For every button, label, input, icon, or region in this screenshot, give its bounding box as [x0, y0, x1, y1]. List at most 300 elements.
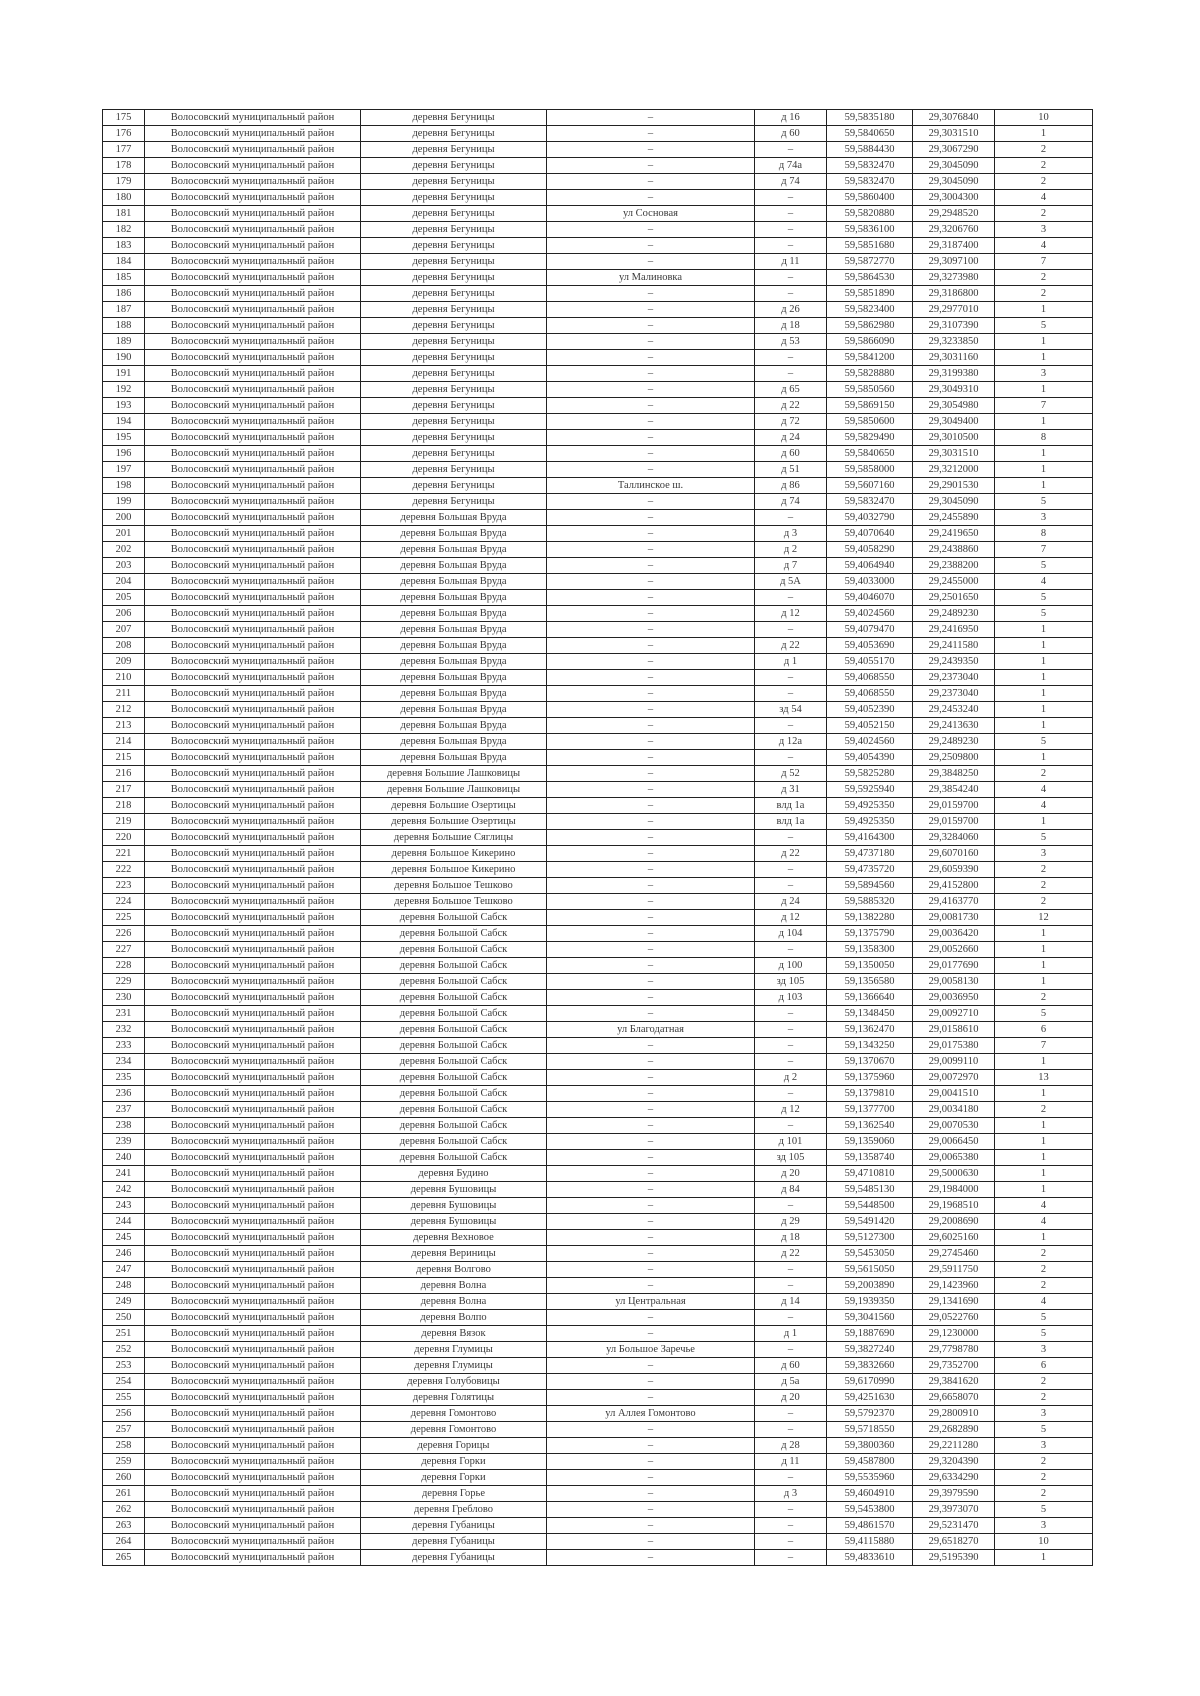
longitude-cell: 29,3010500 [913, 430, 995, 446]
settlement-cell: деревня Большое Тешково [361, 878, 547, 894]
longitude-cell: 29,3004300 [913, 190, 995, 206]
longitude-cell: 29,6658070 [913, 1390, 995, 1406]
district-cell: Волосовский муниципальный район [145, 1550, 361, 1566]
latitude-cell: 59,5840650 [827, 446, 913, 462]
house-cell: – [755, 1422, 827, 1438]
row-number-cell: 195 [103, 430, 145, 446]
longitude-cell: 29,4163770 [913, 894, 995, 910]
longitude-cell: 29,3199380 [913, 366, 995, 382]
district-cell: Волосовский муниципальный район [145, 1150, 361, 1166]
latitude-cell: 59,5858000 [827, 462, 913, 478]
district-cell: Волосовский муниципальный район [145, 574, 361, 590]
latitude-cell: 59,2003890 [827, 1278, 913, 1294]
table-row [103, 430, 1093, 446]
table-row [103, 1518, 1093, 1534]
house-cell: – [755, 830, 827, 846]
table-row [103, 398, 1093, 414]
count-cell: 5 [995, 494, 1093, 510]
house-cell: д 101 [755, 1134, 827, 1150]
settlement-cell: деревня Бегуницы [361, 238, 547, 254]
district-cell: Волосовский муниципальный район [145, 750, 361, 766]
latitude-cell: 59,5127300 [827, 1230, 913, 1246]
latitude-cell: 59,1375790 [827, 926, 913, 942]
longitude-cell: 29,3045090 [913, 494, 995, 510]
latitude-cell: 59,5850560 [827, 382, 913, 398]
settlement-cell: деревня Большой Сабск [361, 1006, 547, 1022]
house-cell: – [755, 686, 827, 702]
row-number-cell: 260 [103, 1470, 145, 1486]
latitude-cell: 59,1358740 [827, 1150, 913, 1166]
longitude-cell: 29,0052660 [913, 942, 995, 958]
longitude-cell: 29,2509800 [913, 750, 995, 766]
settlement-cell: деревня Бегуницы [361, 494, 547, 510]
house-cell: – [755, 878, 827, 894]
settlement-cell: деревня Голятицы [361, 1390, 547, 1406]
house-cell: д 3 [755, 1486, 827, 1502]
street-cell: – [547, 302, 755, 318]
district-cell: Волосовский муниципальный район [145, 542, 361, 558]
count-cell: 3 [995, 222, 1093, 238]
count-cell: 5 [995, 1422, 1093, 1438]
district-cell: Волосовский муниципальный район [145, 782, 361, 798]
longitude-cell: 29,1968510 [913, 1198, 995, 1214]
district-cell: Волосовский муниципальный район [145, 846, 361, 862]
row-number-cell: 206 [103, 606, 145, 622]
count-cell: 7 [995, 542, 1093, 558]
count-cell: 1 [995, 1118, 1093, 1134]
district-cell: Волосовский муниципальный район [145, 1118, 361, 1134]
table-row [103, 318, 1093, 334]
district-cell: Волосовский муниципальный район [145, 318, 361, 334]
house-cell: – [755, 670, 827, 686]
longitude-cell: 29,7352700 [913, 1358, 995, 1374]
longitude-cell: 29,0070530 [913, 1118, 995, 1134]
district-cell: Волосовский муниципальный район [145, 1134, 361, 1150]
longitude-cell: 29,1230000 [913, 1326, 995, 1342]
settlement-cell: деревня Горки [361, 1470, 547, 1486]
house-cell: – [755, 1534, 827, 1550]
house-cell: – [755, 1006, 827, 1022]
district-cell: Волосовский муниципальный район [145, 1326, 361, 1342]
street-cell: – [547, 366, 755, 382]
table-row [103, 958, 1093, 974]
count-cell: 1 [995, 1182, 1093, 1198]
longitude-cell: 29,2373040 [913, 670, 995, 686]
longitude-cell: 29,1341690 [913, 1294, 995, 1310]
row-number-cell: 252 [103, 1342, 145, 1358]
table-row [103, 1310, 1093, 1326]
table-row [103, 174, 1093, 190]
street-cell: – [547, 446, 755, 462]
house-cell: д 29 [755, 1214, 827, 1230]
count-cell: 5 [995, 558, 1093, 574]
row-number-cell: 210 [103, 670, 145, 686]
longitude-cell: 29,5195390 [913, 1550, 995, 1566]
street-cell: – [547, 718, 755, 734]
street-cell: – [547, 1070, 755, 1086]
table-row [103, 894, 1093, 910]
table-row [103, 1470, 1093, 1486]
settlement-cell: деревня Большой Сабск [361, 910, 547, 926]
district-cell: Волосовский муниципальный район [145, 1294, 361, 1310]
district-cell: Волосовский муниципальный район [145, 126, 361, 142]
table-row [103, 1342, 1093, 1358]
house-cell: д 100 [755, 958, 827, 974]
row-number-cell: 246 [103, 1246, 145, 1262]
latitude-cell: 59,1359060 [827, 1134, 913, 1150]
table-row [103, 542, 1093, 558]
row-number-cell: 179 [103, 174, 145, 190]
house-cell: – [755, 350, 827, 366]
settlement-cell: деревня Волна [361, 1278, 547, 1294]
table-row [103, 158, 1093, 174]
street-cell: – [547, 1518, 755, 1534]
settlement-cell: деревня Бегуницы [361, 430, 547, 446]
row-number-cell: 184 [103, 254, 145, 270]
latitude-cell: 59,4587800 [827, 1454, 913, 1470]
settlement-cell: деревня Большая Вруда [361, 686, 547, 702]
longitude-cell: 29,0099110 [913, 1054, 995, 1070]
street-cell: – [547, 142, 755, 158]
longitude-cell: 29,2901530 [913, 478, 995, 494]
house-cell: д 60 [755, 446, 827, 462]
row-number-cell: 212 [103, 702, 145, 718]
street-cell: – [547, 846, 755, 862]
table-row [103, 126, 1093, 142]
street-cell: – [547, 286, 755, 302]
row-number-cell: 245 [103, 1230, 145, 1246]
row-number-cell: 185 [103, 270, 145, 286]
street-cell: – [547, 542, 755, 558]
count-cell: 1 [995, 654, 1093, 670]
street-cell: – [547, 1502, 755, 1518]
settlement-cell: деревня Большая Вруда [361, 558, 547, 574]
district-cell: Волосовский муниципальный район [145, 1278, 361, 1294]
settlement-cell: деревня Будино [361, 1166, 547, 1182]
latitude-cell: 59,5869150 [827, 398, 913, 414]
latitude-cell: 59,5835180 [827, 110, 913, 126]
count-cell: 12 [995, 910, 1093, 926]
longitude-cell: 29,2977010 [913, 302, 995, 318]
table-row [103, 222, 1093, 238]
settlement-cell: деревня Горье [361, 1486, 547, 1502]
house-cell: д 26 [755, 302, 827, 318]
latitude-cell: 59,5884430 [827, 142, 913, 158]
street-cell: – [547, 590, 755, 606]
street-cell: – [547, 414, 755, 430]
row-number-cell: 198 [103, 478, 145, 494]
latitude-cell: 59,3800360 [827, 1438, 913, 1454]
district-cell: Волосовский муниципальный район [145, 190, 361, 206]
district-cell: Волосовский муниципальный район [145, 1518, 361, 1534]
count-cell: 3 [995, 1518, 1093, 1534]
latitude-cell: 59,5832470 [827, 158, 913, 174]
count-cell: 1 [995, 958, 1093, 974]
table-row [103, 1118, 1093, 1134]
settlement-cell: деревня Греблово [361, 1502, 547, 1518]
longitude-cell: 29,0158610 [913, 1022, 995, 1038]
settlement-cell: деревня Большой Сабск [361, 1054, 547, 1070]
settlement-cell: деревня Большой Сабск [361, 1150, 547, 1166]
longitude-cell: 29,2411580 [913, 638, 995, 654]
house-cell: д 1 [755, 1326, 827, 1342]
longitude-cell: 29,2489230 [913, 606, 995, 622]
latitude-cell: 59,4079470 [827, 622, 913, 638]
row-number-cell: 178 [103, 158, 145, 174]
table-row [103, 782, 1093, 798]
street-cell: – [547, 750, 755, 766]
table-row [103, 1486, 1093, 1502]
latitude-cell: 59,4925350 [827, 798, 913, 814]
table-row [103, 286, 1093, 302]
table-row [103, 606, 1093, 622]
house-cell: д 74 [755, 174, 827, 190]
street-cell: – [547, 1358, 755, 1374]
table-row [103, 1166, 1093, 1182]
longitude-cell: 29,2416950 [913, 622, 995, 638]
table-row [103, 718, 1093, 734]
longitude-cell: 29,2800910 [913, 1406, 995, 1422]
settlement-cell: деревня Гомонтово [361, 1406, 547, 1422]
house-cell: – [755, 1118, 827, 1134]
row-number-cell: 242 [103, 1182, 145, 1198]
table-row [103, 1534, 1093, 1550]
house-cell: д 28 [755, 1438, 827, 1454]
row-number-cell: 237 [103, 1102, 145, 1118]
district-cell: Волосовский муниципальный район [145, 1438, 361, 1454]
district-cell: Волосовский муниципальный район [145, 494, 361, 510]
row-number-cell: 209 [103, 654, 145, 670]
settlement-cell: деревня Большая Вруда [361, 638, 547, 654]
street-cell: – [547, 782, 755, 798]
longitude-cell: 29,3187400 [913, 238, 995, 254]
longitude-cell: 29,0177690 [913, 958, 995, 974]
house-cell: д 86 [755, 478, 827, 494]
house-cell: зд 105 [755, 974, 827, 990]
street-cell: – [547, 894, 755, 910]
count-cell: 1 [995, 414, 1093, 430]
count-cell: 1 [995, 462, 1093, 478]
street-cell: Таллинское ш. [547, 478, 755, 494]
longitude-cell: 29,6070160 [913, 846, 995, 862]
settlement-cell: деревня Бегуницы [361, 254, 547, 270]
row-number-cell: 189 [103, 334, 145, 350]
longitude-cell: 29,3206760 [913, 222, 995, 238]
row-number-cell: 261 [103, 1486, 145, 1502]
district-cell: Волосовский муниципальный район [145, 382, 361, 398]
district-cell: Волосовский муниципальный район [145, 942, 361, 958]
count-cell: 10 [995, 110, 1093, 126]
longitude-cell: 29,0175380 [913, 1038, 995, 1054]
district-cell: Волосовский муниципальный район [145, 110, 361, 126]
house-cell: – [755, 1022, 827, 1038]
latitude-cell: 59,5792370 [827, 1406, 913, 1422]
longitude-cell: 29,2439350 [913, 654, 995, 670]
settlement-cell: деревня Глумицы [361, 1358, 547, 1374]
latitude-cell: 59,1366640 [827, 990, 913, 1006]
row-number-cell: 200 [103, 510, 145, 526]
row-number-cell: 217 [103, 782, 145, 798]
street-cell: – [547, 238, 755, 254]
district-cell: Волосовский муниципальный район [145, 270, 361, 286]
street-cell: – [547, 686, 755, 702]
longitude-cell: 29,3076840 [913, 110, 995, 126]
street-cell: – [547, 1134, 755, 1150]
district-cell: Волосовский муниципальный район [145, 1342, 361, 1358]
house-cell: – [755, 142, 827, 158]
count-cell: 2 [995, 1390, 1093, 1406]
street-cell: – [547, 1118, 755, 1134]
settlement-cell: деревня Бегуницы [361, 350, 547, 366]
latitude-cell: 59,4604910 [827, 1486, 913, 1502]
longitude-cell: 29,5000630 [913, 1166, 995, 1182]
table-row [103, 1070, 1093, 1086]
district-cell: Волосовский муниципальный район [145, 1214, 361, 1230]
table-row [103, 990, 1093, 1006]
row-number-cell: 236 [103, 1086, 145, 1102]
table-row [103, 334, 1093, 350]
latitude-cell: 59,5894560 [827, 878, 913, 894]
count-cell: 2 [995, 206, 1093, 222]
longitude-cell: 29,3031160 [913, 350, 995, 366]
document-page [102, 109, 1092, 1566]
street-cell: – [547, 702, 755, 718]
table-row [103, 1022, 1093, 1038]
latitude-cell: 59,5840650 [827, 126, 913, 142]
longitude-cell: 29,3854240 [913, 782, 995, 798]
settlement-cell: деревня Большие Лашковицы [361, 782, 547, 798]
count-cell: 5 [995, 830, 1093, 846]
latitude-cell: 59,5607160 [827, 478, 913, 494]
house-cell: – [755, 1278, 827, 1294]
data-table [102, 109, 1093, 1566]
table-row [103, 574, 1093, 590]
street-cell: – [547, 1422, 755, 1438]
count-cell: 2 [995, 1262, 1093, 1278]
house-cell: д 60 [755, 126, 827, 142]
district-cell: Волосовский муниципальный район [145, 702, 361, 718]
row-number-cell: 201 [103, 526, 145, 542]
district-cell: Волосовский муниципальный район [145, 1454, 361, 1470]
house-cell: – [755, 206, 827, 222]
house-cell: д 12 [755, 910, 827, 926]
table-row [103, 926, 1093, 942]
row-number-cell: 248 [103, 1278, 145, 1294]
district-cell: Волосовский муниципальный район [145, 1198, 361, 1214]
street-cell: – [547, 974, 755, 990]
latitude-cell: 59,1362540 [827, 1118, 913, 1134]
table-row [103, 878, 1093, 894]
row-number-cell: 180 [103, 190, 145, 206]
count-cell: 2 [995, 1454, 1093, 1470]
row-number-cell: 226 [103, 926, 145, 942]
longitude-cell: 29,3067290 [913, 142, 995, 158]
settlement-cell: деревня Большой Сабск [361, 1086, 547, 1102]
row-number-cell: 243 [103, 1198, 145, 1214]
count-cell: 7 [995, 398, 1093, 414]
district-cell: Волосовский муниципальный район [145, 1070, 361, 1086]
longitude-cell: 29,2489230 [913, 734, 995, 750]
latitude-cell: 59,3041560 [827, 1310, 913, 1326]
settlement-cell: деревня Бегуницы [361, 366, 547, 382]
district-cell: Волосовский муниципальный район [145, 222, 361, 238]
latitude-cell: 59,1939350 [827, 1294, 913, 1310]
district-cell: Волосовский муниципальный район [145, 654, 361, 670]
row-number-cell: 250 [103, 1310, 145, 1326]
street-cell: – [547, 1182, 755, 1198]
table-row [103, 798, 1093, 814]
district-cell: Волосовский муниципальный район [145, 158, 361, 174]
row-number-cell: 208 [103, 638, 145, 654]
district-cell: Волосовский муниципальный район [145, 510, 361, 526]
district-cell: Волосовский муниципальный район [145, 1022, 361, 1038]
row-number-cell: 229 [103, 974, 145, 990]
district-cell: Волосовский муниципальный район [145, 734, 361, 750]
settlement-cell: деревня Бегуницы [361, 206, 547, 222]
longitude-cell: 29,2388200 [913, 558, 995, 574]
street-cell: – [547, 1438, 755, 1454]
street-cell: ул Большое Заречье [547, 1342, 755, 1358]
row-number-cell: 177 [103, 142, 145, 158]
count-cell: 8 [995, 526, 1093, 542]
latitude-cell: 59,4068550 [827, 670, 913, 686]
house-cell: д 52 [755, 766, 827, 782]
longitude-cell: 29,0072970 [913, 1070, 995, 1086]
longitude-cell: 29,5911750 [913, 1262, 995, 1278]
count-cell: 5 [995, 1326, 1093, 1342]
latitude-cell: 59,4033000 [827, 574, 913, 590]
street-cell: – [547, 1086, 755, 1102]
longitude-cell: 29,0159700 [913, 814, 995, 830]
longitude-cell: 29,1984000 [913, 1182, 995, 1198]
row-number-cell: 239 [103, 1134, 145, 1150]
latitude-cell: 59,5925940 [827, 782, 913, 798]
row-number-cell: 207 [103, 622, 145, 638]
count-cell: 1 [995, 974, 1093, 990]
street-cell: – [547, 510, 755, 526]
settlement-cell: деревня Губаницы [361, 1534, 547, 1550]
settlement-cell: деревня Глумицы [361, 1342, 547, 1358]
row-number-cell: 204 [103, 574, 145, 590]
row-number-cell: 186 [103, 286, 145, 302]
street-cell: – [547, 638, 755, 654]
house-cell: д 22 [755, 1246, 827, 1262]
district-cell: Волосовский муниципальный район [145, 1390, 361, 1406]
latitude-cell: 59,4053690 [827, 638, 913, 654]
settlement-cell: деревня Большие Озертицы [361, 798, 547, 814]
table-row [103, 1502, 1093, 1518]
row-number-cell: 221 [103, 846, 145, 862]
count-cell: 3 [995, 1342, 1093, 1358]
district-cell: Волосовский муниципальный район [145, 334, 361, 350]
district-cell: Волосовский муниципальный район [145, 1422, 361, 1438]
settlement-cell: деревня Бегуницы [361, 318, 547, 334]
settlement-cell: деревня Большой Сабск [361, 990, 547, 1006]
street-cell: – [547, 174, 755, 190]
settlement-cell: деревня Большие Сяглицы [361, 830, 547, 846]
house-cell: – [755, 1310, 827, 1326]
street-cell: – [547, 1454, 755, 1470]
latitude-cell: 59,4055170 [827, 654, 913, 670]
settlement-cell: деревня Большая Вруда [361, 654, 547, 670]
longitude-cell: 29,2413630 [913, 718, 995, 734]
street-cell: – [547, 670, 755, 686]
house-cell: д 20 [755, 1390, 827, 1406]
longitude-cell: 29,3049400 [913, 414, 995, 430]
row-number-cell: 265 [103, 1550, 145, 1566]
table-row [103, 1086, 1093, 1102]
settlement-cell: деревня Большой Сабск [361, 942, 547, 958]
